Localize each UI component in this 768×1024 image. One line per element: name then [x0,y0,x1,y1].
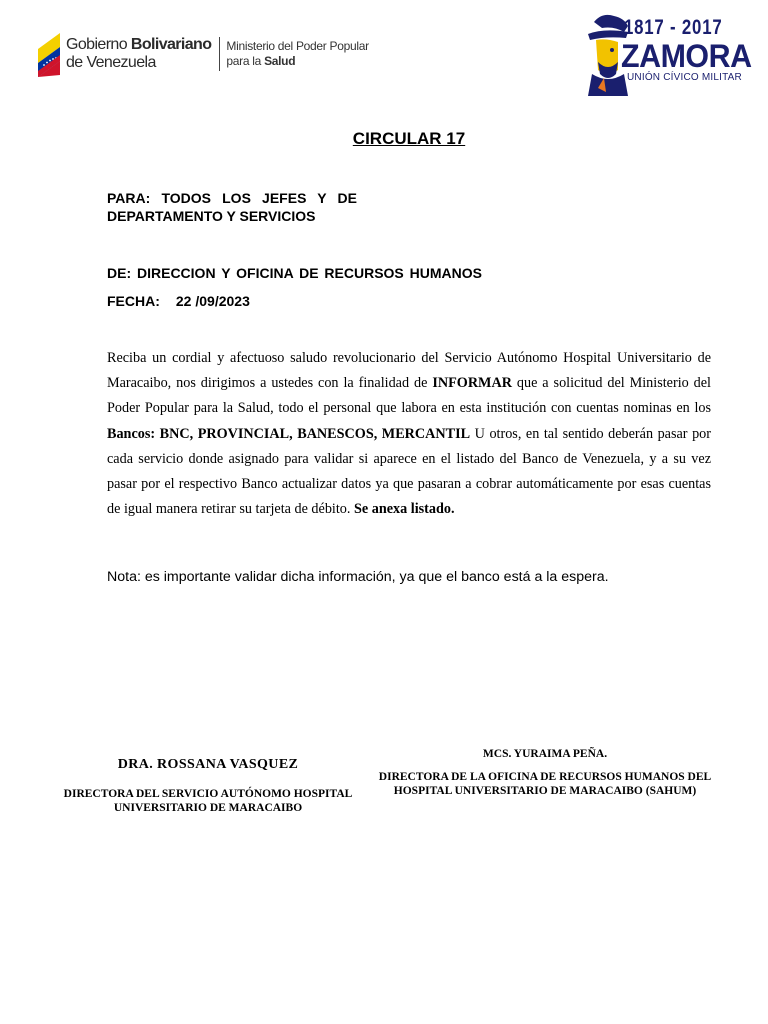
recipients-line: PARA: TODOS LOS JEFES Y DE DEPARTAMENTO Y SERVICIOS [107,190,357,224]
body-text-2: que a solicitud del Ministerio del Poder Popular para la Salud, todo el personal que labora en esta institución con cuentas nominas en los [107,375,711,417]
body-text-1: Reciba un cordial y afectuoso saludo revolucionario del Servicio Autónomo Hospital Universitario de Maracaibo, nos dirigimos a ustedes con la finalidad de [107,350,711,392]
logo-divider [219,37,220,71]
government-name [66,36,211,72]
signatory-role-left: DIRECTORA DEL SERVICIO AUTÓNOMO HOSPITAL UNIVERSITARIO DE MARACAIBO [63,788,353,814]
zamora-seal [584,12,752,98]
body-bold-annex: Se anexa listado. [354,501,455,518]
signature-block-right [372,748,718,798]
signatory-name-left: DRA. ROSSANA VASQUEZ [117,757,299,772]
date-line [107,292,250,310]
ministry-name [226,39,368,69]
ministry-line2-part2: Salud [264,54,296,68]
ministry-line1: Ministerio del Poder Popular [226,39,369,53]
government-logo [36,28,369,80]
body-text-3: U otros, en tal sentido deberán pasar por cada servicio donde asignado para validar si aparece en el listado del Banco de Venezuela, y a su vez pasar por el respectivo Banco actualizar datos ya que pasaran a cobrar automáticamente por esas cuentas de igual manera retirar su tarjeta de débito. [107,425,711,518]
venezuela-flag-icon [36,31,62,77]
sender-line: DE: DIRECCION Y OFICINA DE RECURSOS HUMANOS [107,265,482,281]
body-paragraph [107,346,711,522]
signatory-role-right: DIRECTORA DE LA OFICINA DE RECURSOS HUMANOS DEL HOSPITAL UNIVERSITARIO DE MARACAIBO (SAHUM) [378,771,712,797]
gov-name-part2: Bolivariano [130,36,212,53]
seal-name: ZAMORA [621,38,752,74]
note-text: Nota: es importante validar dicha información, ya que el banco está a la espera. [107,569,609,585]
document-title: CIRCULAR 17 [352,129,466,148]
ministry-line2-part1: para la [226,54,265,68]
body-bold-banks: Bancos: BNC, PROVINCIAL, BANESCOS, MERCANTIL [107,425,471,442]
seal-years: 1817 - 2017 [624,16,723,39]
signatory-name-right: MCS. YURAIMA PEÑA. [482,748,608,760]
date-label: FECHA: [107,293,160,309]
gov-name-part1: Gobierno [66,36,131,53]
seal-subtitle: UNIÓN CÍVICO MILITAR [627,72,742,83]
gov-name-line2: de Venezuela [66,54,156,71]
body-bold-informar: INFORMAR [432,375,512,392]
signature-block-left [46,757,370,815]
date-value: 22 /09/2023 [175,293,250,309]
